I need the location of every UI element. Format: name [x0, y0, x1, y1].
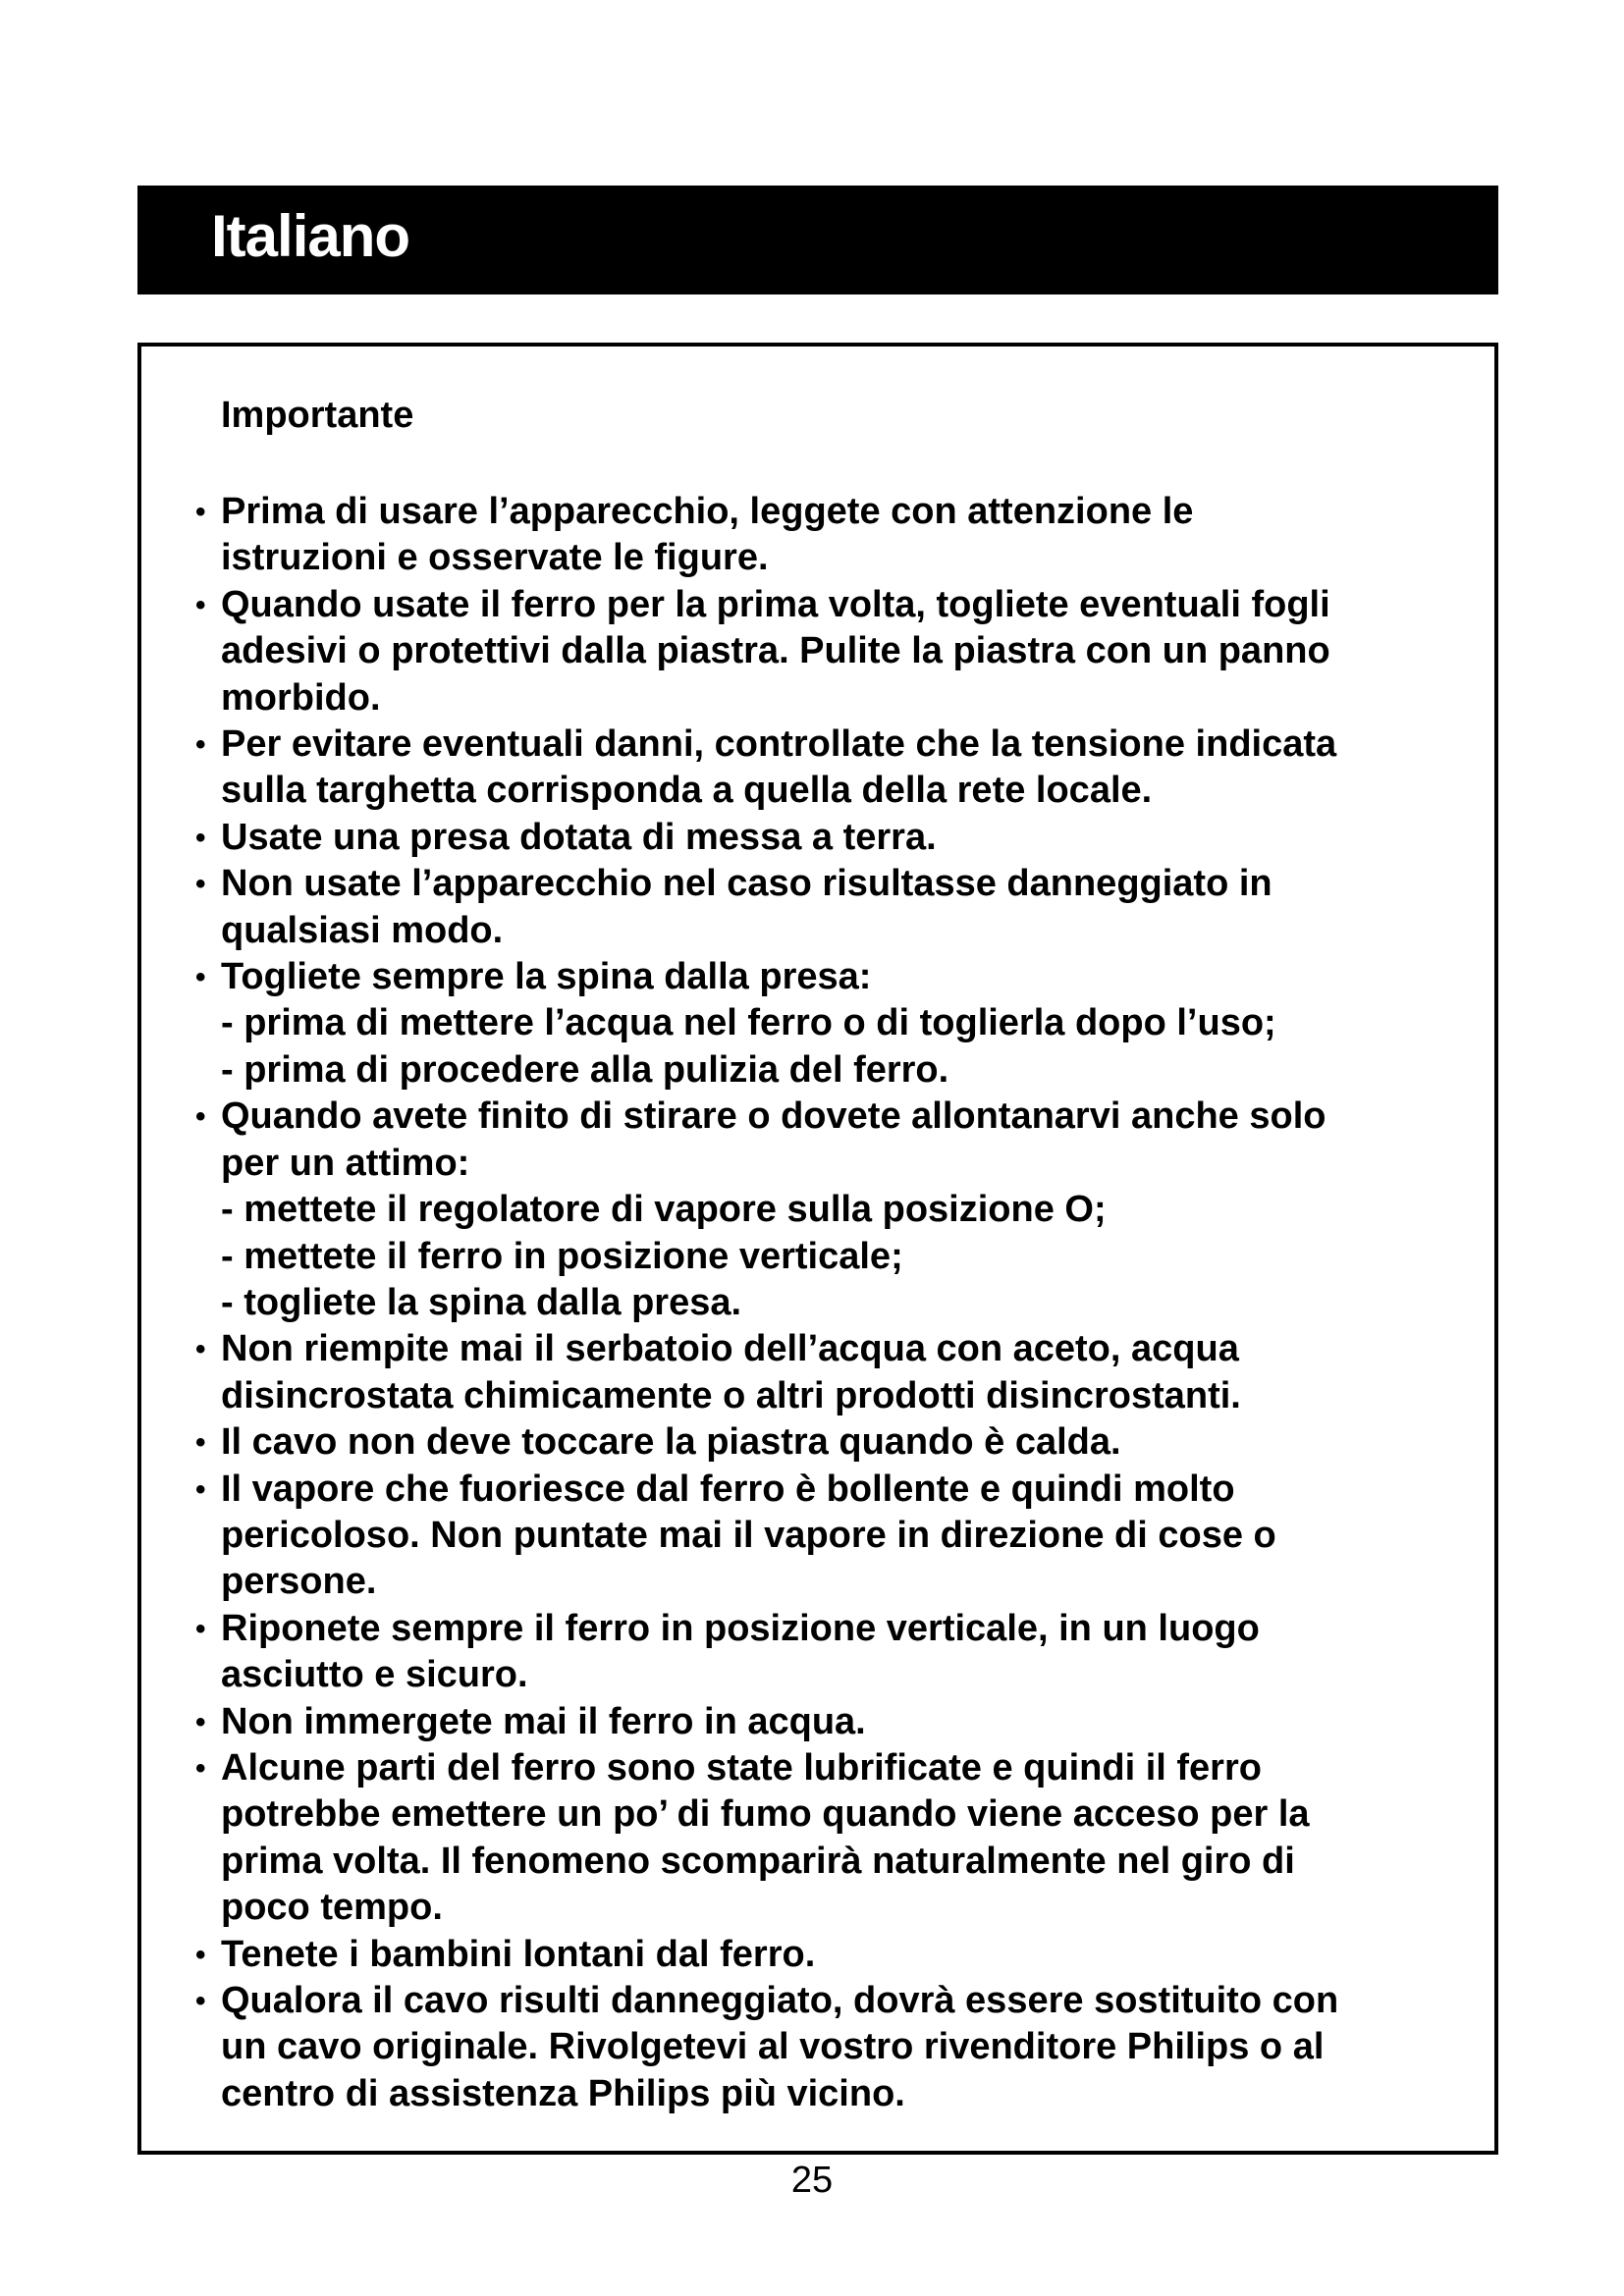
list-item-line: Riponete sempre il ferro in posizione verticale, in un luogo	[221, 1607, 1260, 1649]
list-item	[141, 582, 1494, 721]
list-item-line: prima volta. Il fenomeno scomparirà naturalmente nel giro di	[221, 1840, 1295, 1882]
bullet-icon: •	[195, 1751, 206, 1785]
list-item-line: - mettete il regolatore di vapore sulla posizione O;	[221, 1189, 1107, 1231]
bullet-icon: •	[195, 821, 206, 854]
list-item-line: Quando usate il ferro per la prima volta, togliete eventuali fogli	[221, 583, 1330, 625]
list-item-line: pericoloso. Non puntate mai il vapore in direzione di cose o	[221, 1514, 1276, 1556]
list-item	[141, 1745, 1494, 1932]
list-item-line: Il vapore che fuoriesce dal ferro è bollente e quindi molto	[221, 1468, 1235, 1510]
list-item	[141, 1467, 1494, 1606]
list-item-line: adesivi o protettivi dalla piastra. Pulite la piastra con un panno	[221, 630, 1330, 672]
list-item-line: Non usate l’apparecchio nel caso risultasse danneggiato in	[221, 863, 1272, 905]
list-item	[141, 1699, 1494, 1745]
list-item-line: Per evitare eventuali danni, controllate che la tensione indicata	[221, 723, 1337, 766]
list-item-line: sulla targhetta corrisponda a quella della rete locale.	[221, 770, 1153, 812]
instruction-list	[141, 489, 1494, 2117]
sub-list-item	[141, 1280, 1494, 1326]
bullet-icon: •	[195, 1100, 206, 1134]
list-item-line: un cavo originale. Rivolgetevi al vostro rivenditore Philips o al	[221, 2026, 1325, 2068]
list-item	[141, 1419, 1494, 1466]
bullet-icon: •	[195, 1938, 206, 1971]
sub-list-item	[141, 1234, 1494, 1280]
language-title: Italiano	[211, 203, 410, 269]
list-item-line: asciutto e sicuro.	[221, 1654, 528, 1696]
list-item	[141, 1326, 1494, 1419]
bullet-icon: •	[195, 1612, 206, 1645]
list-item	[141, 1606, 1494, 1699]
list-item-line: centro di assistenza Philips più vicino.	[221, 2072, 905, 2114]
bullet-icon: •	[195, 728, 206, 762]
list-item	[141, 1932, 1494, 1978]
bullet-icon: •	[195, 496, 206, 528]
list-item-line: per un attimo:	[221, 1142, 470, 1184]
important-notice-box	[137, 343, 1498, 2155]
list-item	[141, 1978, 1494, 2117]
bullet-icon: •	[195, 1472, 206, 1506]
list-item-line: Prima di usare l’apparecchio, leggete con attenzione le	[221, 491, 1194, 532]
list-item	[141, 721, 1494, 815]
list-item	[141, 815, 1494, 861]
list-item-line: - togliete la spina dalla presa.	[221, 1281, 742, 1323]
bullet-icon: •	[195, 1985, 206, 2017]
list-item-line: Non immergete mai il ferro in acqua.	[221, 1700, 866, 1742]
list-item-line: qualsiasi modo.	[221, 909, 504, 951]
list-item-line: Usate una presa dotata di messa a terra.	[221, 816, 937, 858]
sub-list-item	[141, 1047, 1494, 1094]
list-item-line: poco tempo.	[221, 1887, 443, 1929]
list-item-line: istruzioni e osservate le figure.	[221, 537, 769, 579]
bullet-icon: •	[195, 961, 206, 994]
list-item-line: persone.	[221, 1561, 377, 1603]
list-item	[141, 489, 1494, 582]
page-number: 25	[790, 2160, 834, 2201]
list-item	[141, 1094, 1494, 1187]
sub-list-item	[141, 1187, 1494, 1233]
section-heading: Importante	[221, 395, 414, 436]
list-item-line: - prima di procedere alla pulizia del ferro.	[221, 1048, 949, 1091]
list-item-line: disincrostata chimicamente o altri prodotti disincrostanti.	[221, 1374, 1241, 1416]
list-item-line: Tenete i bambini lontani dal ferro.	[221, 1933, 816, 1975]
list-item-line: Alcune parti del ferro sono state lubrificate e quindi il ferro	[221, 1746, 1262, 1789]
list-item-line: potrebbe emettere un po’ di fumo quando viene acceso per la	[221, 1793, 1310, 1836]
list-item-line: Il cavo non deve toccare la piastra quando è calda.	[221, 1421, 1121, 1464]
bullet-icon: •	[195, 588, 206, 621]
bullet-icon: •	[195, 1705, 206, 1738]
list-item	[141, 861, 1494, 954]
language-header-bar	[137, 186, 1498, 294]
bullet-icon: •	[195, 868, 206, 901]
list-item-line: Non riempite mai il serbatoio dell’acqua con aceto, acqua	[221, 1328, 1239, 1370]
list-item-line: - mettete il ferro in posizione verticale;	[221, 1235, 903, 1277]
bullet-icon: •	[195, 1333, 206, 1366]
list-item-line: Togliete sempre la spina dalla presa:	[221, 956, 872, 998]
list-item-line: morbido.	[221, 676, 381, 719]
list-item-line: Quando avete finito di stirare o dovete allontanarvi anche solo	[221, 1095, 1326, 1138]
list-item	[141, 954, 1494, 1000]
sub-list-item	[141, 1000, 1494, 1046]
list-item-line: - prima di mettere l’acqua nel ferro o di toglierla dopo l’uso;	[221, 1002, 1276, 1044]
bullet-icon: •	[195, 1426, 206, 1460]
list-item-line: Qualora il cavo risulti danneggiato, dovrà essere sostituito con	[221, 1980, 1339, 2021]
